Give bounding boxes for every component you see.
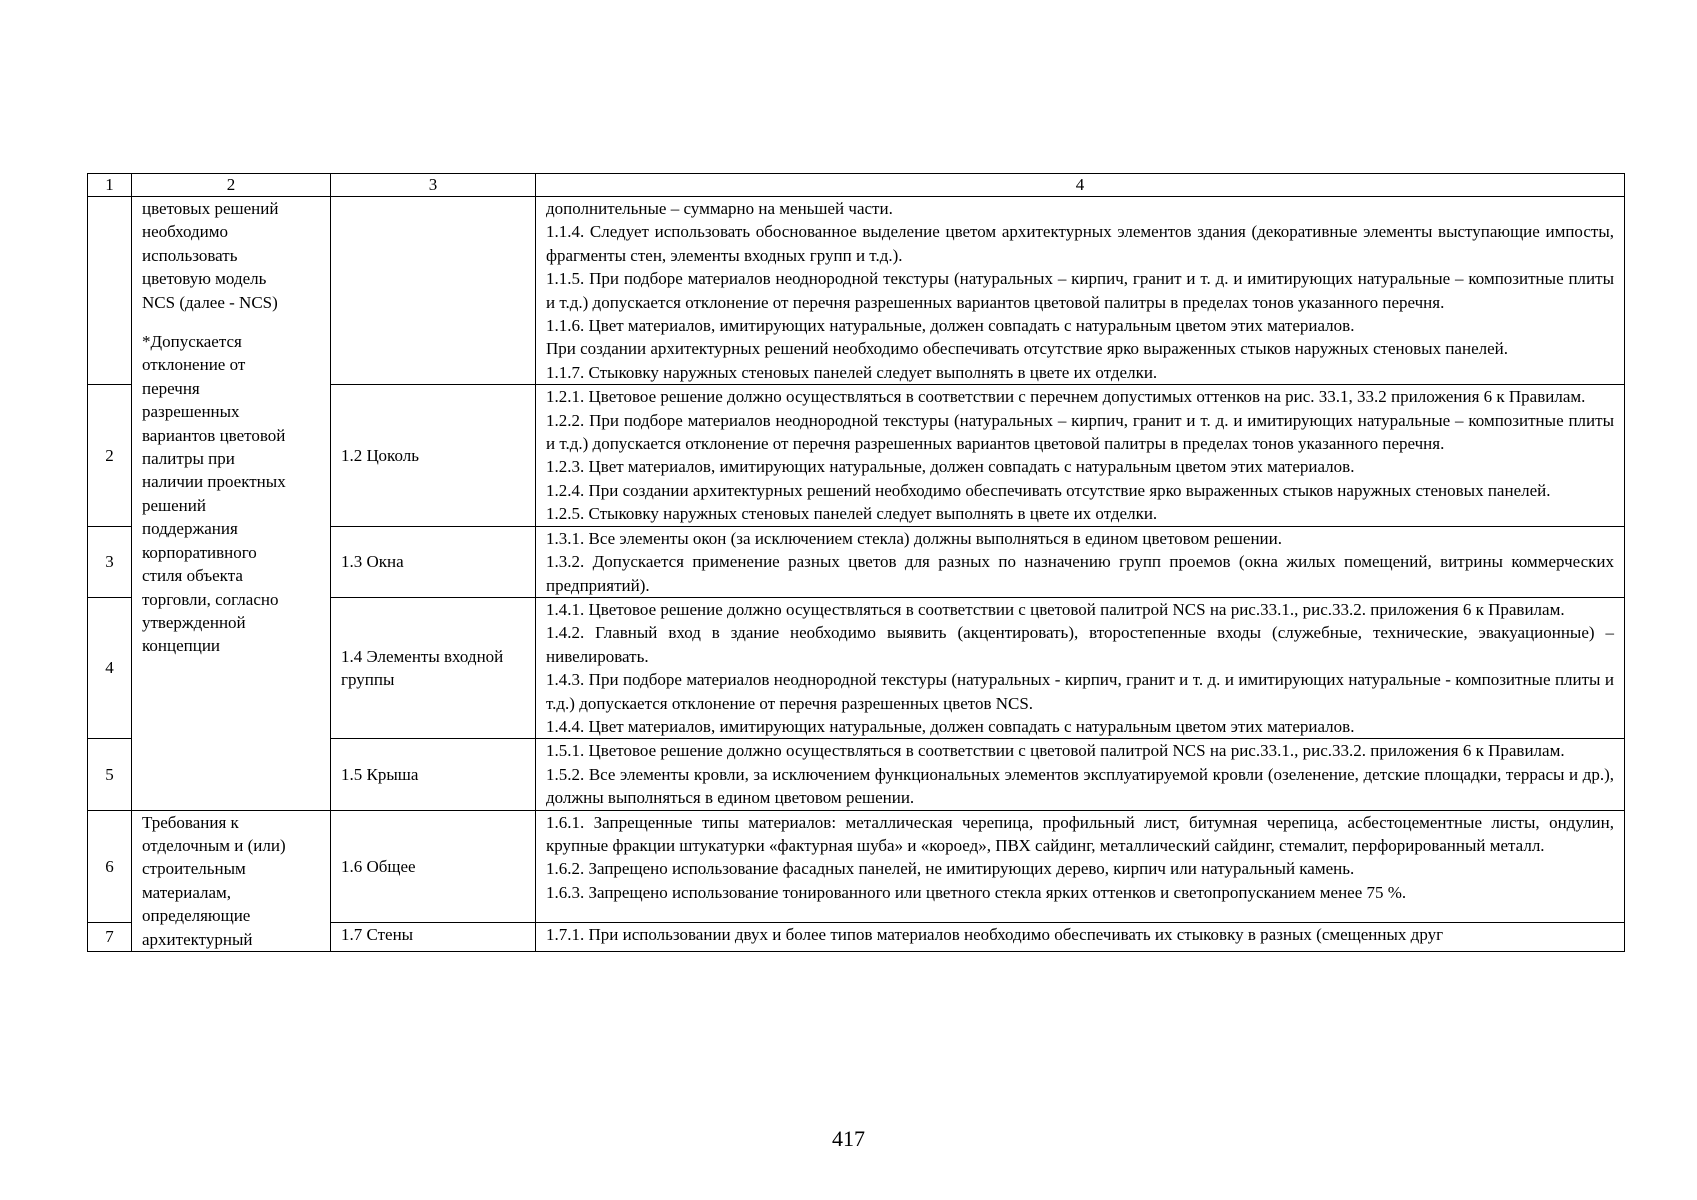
header-cell-3: 3 xyxy=(331,174,536,197)
header-cell-2: 2 xyxy=(132,174,331,197)
requirement-item: 1.1.5. При подборе материалов неоднородной текстуры (натуральных – кирпич, гранит и т. д. и имитирующих натуральные – композитные плиты и т.д.) допускается отклонение от перечня разрешенных вариантов цветовой палитры в пределах тонов указанного перечня. xyxy=(546,269,1614,312)
requirement-item: 1.4.4. Цвет материалов, имитирующих натуральные, должен совпадать с натуральным цветом этих материалов. xyxy=(546,716,1355,736)
category-line: материалам, xyxy=(142,882,232,902)
requirement-item: 1.1.7. Стыковку наружных стеновых панелей следует выполнять в цвете их отделки. xyxy=(546,362,1158,382)
category-line: цветовую модель xyxy=(142,269,267,289)
category-line: утвержденной xyxy=(142,612,246,632)
category-line: решений xyxy=(142,495,206,515)
requirement-item: 1.6.3. Запрещено использование тонированного или цветного стекла ярких оттенков и светопропусканием менее 75 %. xyxy=(546,882,1407,902)
requirement-item: При создании архитектурных решений необходимо обеспечивать отсутствие ярко выраженных стыков наружных стеновых панелей. xyxy=(546,339,1508,359)
category-line: концепции xyxy=(142,636,221,656)
row-number: 4 xyxy=(88,597,132,738)
element-cell: 1.4 Элементы входной группы xyxy=(331,597,536,738)
category-line: *Допускается xyxy=(142,332,242,352)
category-line: палитры при xyxy=(142,449,235,469)
requirements-cell xyxy=(536,197,1625,385)
requirement-item: 1.6.2. Запрещено использование фасадных панелей, не имитирующих дерево, кирпич или натуральный камень. xyxy=(546,859,1355,879)
requirement-item: 1.4.1. Цветовое решение должно осуществляться в соответствии с цветовой палитрой NCS на рис.33.1., рис.33.2. приложения 6 к Правилам. xyxy=(546,599,1565,619)
category-line: NCS (далее - NCS) xyxy=(142,292,278,312)
requirements-cell xyxy=(536,385,1625,526)
requirement-item: дополнительные – суммарно на меньшей части. xyxy=(546,199,893,218)
category-line: архитектурный xyxy=(142,929,253,949)
element-cell: 1.6 Общее xyxy=(331,810,536,922)
requirement-category-cell xyxy=(132,197,331,811)
requirement-item: 1.2.4. При создании архитектурных решений необходимо обеспечивать отсутствие ярко выраженных стыков наружных стеновых панелей. xyxy=(546,480,1551,500)
category-line: наличии проектных xyxy=(142,472,286,492)
header-row xyxy=(88,174,1625,197)
category-line: стиля объекта xyxy=(142,566,243,586)
requirement-item: 1.2.5. Стыковку наружных стеновых панелей следует выполнять в цвете их отделки. xyxy=(546,504,1158,524)
row-number xyxy=(88,197,132,385)
requirement-item: 1.3.2. Допускается применение разных цветов для разных по назначению групп проемов (окна жилых помещений, витрины коммерческих предприятий). xyxy=(546,552,1614,595)
element-cell: 1.7 Стены xyxy=(331,922,536,951)
category-line: вариантов цветовой xyxy=(142,425,286,445)
requirement-item: 1.1.4. Следует использовать обоснованное выделение цветом архитектурных элементов здания (декоративные элементы выступающие импосты, фрагменты стен, элементы входных групп и т.д.). xyxy=(546,222,1614,265)
category-line: строительным xyxy=(142,859,246,879)
page-number: 417 xyxy=(832,1126,865,1151)
requirement-item: 1.2.2. При подборе материалов неоднородной текстуры (натуральных – кирпич, гранит и т. д. и имитирующих натуральные – композитные плиты и т.д.) допускается отклонение от перечня разрешенных вариантов цветовой палитры в пределах тонов указанного перечня. xyxy=(546,410,1614,454)
requirements-cell xyxy=(536,922,1625,951)
requirement-item: 1.4.3. При подборе материалов неоднородной текстуры (натуральных - кирпич, гранит и т. д. и имитирующих натуральные - композитные плиты и т.д.) допускается отклонение от перечня разрешенных цветов NCS. xyxy=(546,670,1614,713)
header-cell-1: 1 xyxy=(88,174,132,197)
requirement-item: 1.2.1. Цветовое решение должно осуществляться в соответствии с перечнем допустимых оттенков на рис. 33.1, 33.2 приложения 6 к Правилам. xyxy=(546,387,1586,407)
category-line: использовать xyxy=(142,245,238,265)
element-cell: 1.5 Крыша xyxy=(331,739,536,810)
requirements-cell xyxy=(536,526,1625,597)
category-line: цветовых решений xyxy=(142,199,279,218)
row-number: 6 xyxy=(88,810,132,922)
category-line: перечня xyxy=(142,378,200,398)
requirement-item: 1.6.1. Запрещенные типы материалов: металлическая черепица, профильный лист, битумная черепица, асбестоцементные листы, ондулин, крупные фракции штукатурки «фактурная шуба» и «короед», ПВХ сайдинг, металлический сайдинг, стемалит, перфорированный металл. xyxy=(546,812,1614,855)
requirements-table xyxy=(87,173,1625,952)
requirement-item: 1.5.2. Все элементы кровли, за исключением функциональных элементов эксплуатируемой кровли (озеленение, детские площадки, террасы и др.), должны выполняться в едином цветовом решении. xyxy=(546,764,1614,808)
requirement-item: 1.2.3. Цвет материалов, имитирующих натуральные, должен совпадать с натуральным цветом этих материалов. xyxy=(546,457,1355,477)
category-line: поддержания xyxy=(142,519,238,539)
category-line: необходимо xyxy=(142,222,229,242)
requirement-item: 1.4.2. Главный вход в здание необходимо выявить (акцентировать), второстепенные входы (служебные, технические, эвакуационные) – нивелировать. xyxy=(546,623,1614,666)
category-line: отклонение от xyxy=(142,355,246,375)
table-row xyxy=(88,810,1625,922)
element-cell xyxy=(331,197,536,385)
requirements-cell xyxy=(536,597,1625,738)
row-number: 7 xyxy=(88,922,132,951)
requirement-category-cell xyxy=(132,810,331,951)
row-number: 2 xyxy=(88,385,132,526)
row-number: 3 xyxy=(88,526,132,597)
row-number: 5 xyxy=(88,739,132,810)
category-line: разрешенных xyxy=(142,402,240,422)
requirements-cell xyxy=(536,739,1625,810)
requirement-item: 1.3.1. Все элементы окон (за исключением стекла) должны выполняться в едином цветовом решении. xyxy=(546,528,1282,548)
requirement-item: 1.5.1. Цветовое решение должно осуществляться в соответствии с цветовой палитрой NCS на рис.33.1., рис.33.2. приложения 6 к Правилам. xyxy=(546,741,1565,761)
category-line: определяющие xyxy=(142,906,251,926)
requirements-cell xyxy=(536,810,1625,922)
table-row xyxy=(88,197,1625,385)
element-cell: 1.3 Окна xyxy=(331,526,536,597)
element-cell: 1.2 Цоколь xyxy=(331,385,536,526)
requirement-item: 1.1.6. Цвет материалов, имитирующих натуральные, должен совпадать с натуральным цветом этих материалов. xyxy=(546,316,1355,336)
header-cell-4: 4 xyxy=(536,174,1625,197)
category-line: торговли, согласно xyxy=(142,589,279,609)
category-line: корпоративного xyxy=(142,542,257,562)
requirement-item: 1.7.1. При использовании двух и более типов материалов необходимо обеспечивать их стыковку в разных (смещенных друг xyxy=(546,924,1444,944)
category-line: Требования к xyxy=(142,812,239,832)
category-line: отделочным и (или) xyxy=(142,835,286,855)
